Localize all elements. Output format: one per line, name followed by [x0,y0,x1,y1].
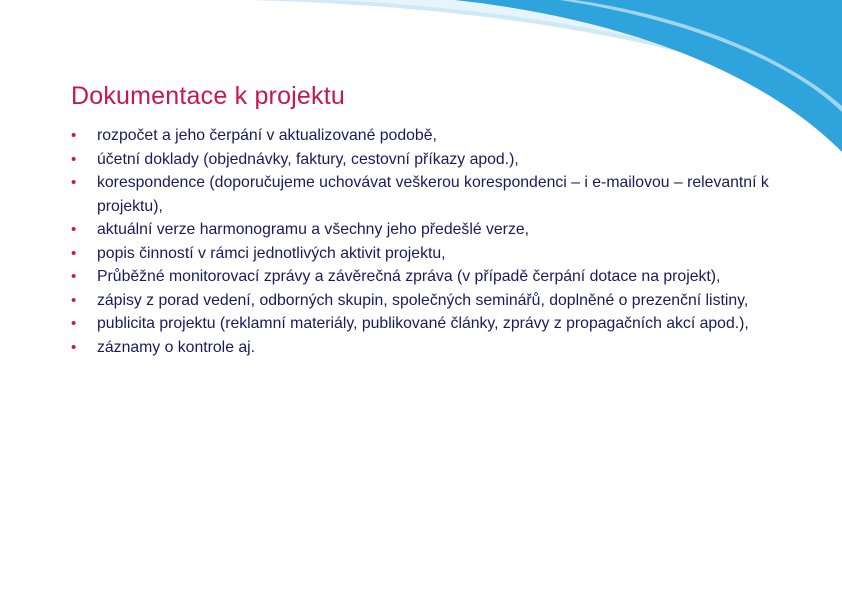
list-item [71,265,771,289]
list-item-text: korespondence (doporučujeme uchovávat veškerou korespondenci – i e-mailovou – relevantní k projektu), [97,174,769,215]
bullet-marker-icon: • [71,244,77,262]
bullet-marker-icon: • [71,291,77,309]
list-item-text: Průběžné monitorovací zprávy a závěrečná zpráva (v případě čerpání dotace na projekt), [97,268,721,285]
list-item [71,289,771,313]
bullet-marker-icon: • [71,174,77,191]
list-item-text: publicita projektu (reklamní materiály, publikované články, zprávy z propagačních akcí apod.), [97,315,749,332]
list-item [71,148,771,172]
list-item-text: popis činností v rámci jednotlivých aktivit projektu, [97,244,446,262]
list-item [71,171,771,218]
list-item [71,312,771,336]
list-item [71,218,771,242]
bullet-marker-icon: • [71,127,77,144]
bullet-list [71,124,771,359]
list-item-text: účetní doklady (objednávky, faktury, cestovní příkazy apod.), [97,150,519,168]
list-item [71,336,771,360]
list-item-text: zápisy z porad vedení, odborných skupin, společných seminářů, doplněné o prezenční listiny, [97,291,749,309]
bullet-marker-icon: • [71,221,77,238]
list-item-text: záznamy o kontrole aj. [97,338,256,356]
list-item [71,124,771,148]
slide-title: Dokumentace k projektu [71,82,345,110]
list-item-text: aktuální verze harmonogramu a všechny jeho předešlé verze, [97,221,530,238]
list-item-text: rozpočet a jeho čerpání v aktualizované podobě, [97,127,437,144]
bullet-marker-icon: • [71,315,77,332]
bullet-marker-icon: • [71,338,77,356]
bullet-marker-icon: • [71,268,77,285]
list-item [71,242,771,266]
bullet-marker-icon: • [71,150,77,168]
